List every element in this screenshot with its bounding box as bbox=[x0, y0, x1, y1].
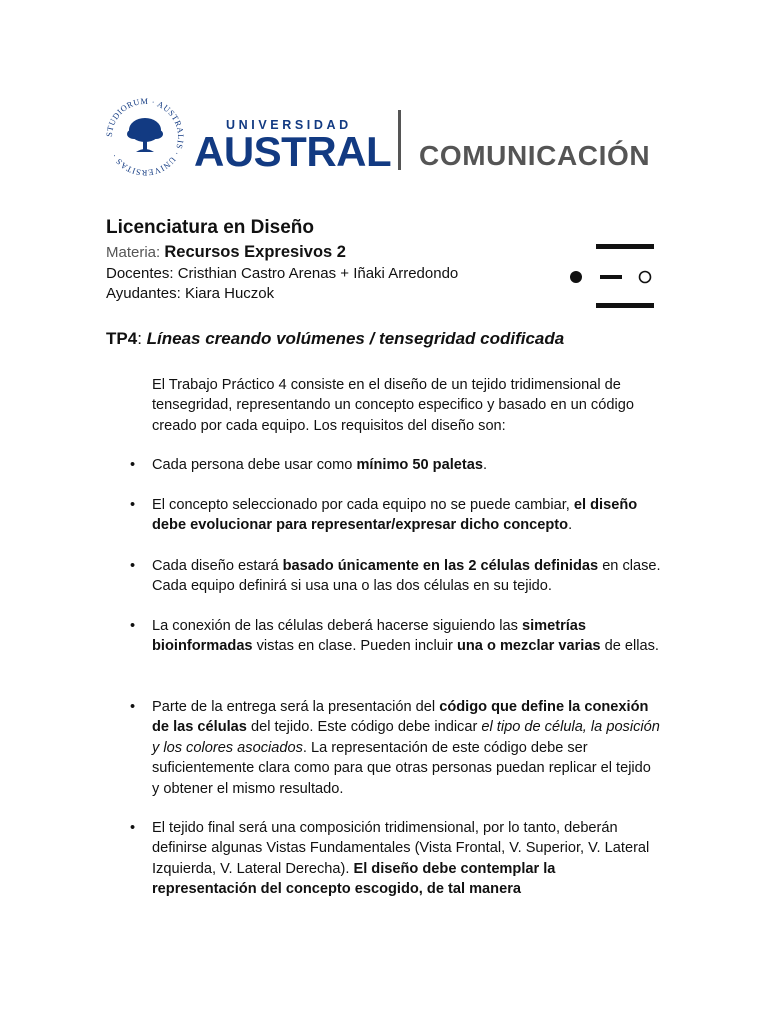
list-item-text: . La representación de este código debe ser suficientemente clara como para que otras personas puedan replicar el tejido y obtener el mismo resultado. bbox=[152, 739, 651, 797]
subject-value: Recursos Expresivos 2 bbox=[164, 243, 346, 261]
list-item-text: Cada diseño estará bbox=[152, 558, 283, 574]
intro-paragraph: El Trabajo Práctico 4 consiste en el diseño de un tejido tridimensional de tensegridad, representando un concepto especifico y basado en un código creado por cada equipo. Los requisitos del diseño son: bbox=[152, 377, 634, 434]
list-item-emphasis: simetrías bioinformadas bbox=[152, 618, 587, 655]
list-item-emphasis: basado únicamente en las 2 células definidas bbox=[282, 558, 599, 574]
university-small-label: UNIVERSIDAD bbox=[226, 118, 352, 132]
list-item-text: Cada persona debe usar como bbox=[152, 457, 357, 473]
list-item bbox=[130, 818, 662, 900]
assignment-heading bbox=[106, 328, 564, 350]
list-item-text: El concepto seleccionado por cada equipo no se puede cambiar, bbox=[152, 497, 574, 513]
assignment-title: Líneas creando volúmenes / tensegridad codificada bbox=[146, 329, 565, 348]
list-item-emphasis: código que define la conexión de las células bbox=[152, 699, 649, 736]
university-seal-logo bbox=[100, 92, 190, 182]
seal-lettering: STUDIORUM · AUSTRALIS · UNIVERSITAS · bbox=[104, 96, 186, 178]
assignment-code: TP4 bbox=[106, 329, 138, 348]
university-name: AUSTRAL bbox=[194, 128, 392, 175]
line-dot-symbol-icon bbox=[564, 240, 664, 315]
subject-line bbox=[106, 242, 346, 263]
list-item-emphasis: el diseño debe evolucionar para representar/expresar dicho concepto bbox=[152, 497, 638, 534]
faculty-name: COMUNICACIÓN bbox=[419, 140, 651, 171]
list-item bbox=[130, 495, 662, 536]
list-item-text: del tejido. Este código debe indicar bbox=[246, 719, 482, 736]
bullet: • bbox=[130, 699, 136, 715]
list-item bbox=[130, 556, 662, 597]
degree-title: Licenciatura en Diseño bbox=[106, 217, 315, 238]
list-item-text: La conexión de las células deberá hacerse siguiendo las bbox=[152, 618, 522, 634]
list-item-text: El tejido final será una composición tridimensional, por lo tanto, deberán definirse algunas Vistas Fundamentales (Vista Frontal, V. Superior, V. Lateral Izquierda, V. Lateral Derecha). bbox=[152, 820, 650, 877]
list-item-text: de ellas. bbox=[600, 638, 659, 655]
list-item-text: en clase. Cada equipo definirá si usa una o las dos células en su tejido. bbox=[152, 558, 661, 595]
list-item-text: vistas en clase. Pueden incluir bbox=[252, 638, 457, 655]
bullet: • bbox=[130, 558, 136, 574]
subject-label: Materia: bbox=[106, 244, 161, 261]
list-item-text: . bbox=[568, 517, 573, 534]
list-item bbox=[130, 697, 662, 799]
list-item-text: Parte de la entrega será la presentación del bbox=[152, 699, 440, 715]
bullet: • bbox=[130, 457, 136, 473]
teachers-line: Docentes: Cristhian Castro Arenas + Iñaki Arredondo bbox=[106, 265, 459, 282]
list-item-italic: el tipo de célula, la posición y los colores asociados bbox=[152, 719, 660, 756]
assignment-separator: : bbox=[137, 329, 147, 348]
list-item-emphasis: El diseño debe contemplar la representación del concepto escogido, de tal manera bbox=[152, 860, 556, 898]
bullet: • bbox=[130, 497, 136, 513]
list-item-emphasis: una o mezclar varias bbox=[456, 638, 601, 655]
list-item bbox=[130, 455, 662, 475]
assistants-line: Ayudantes: Kiara Huczok bbox=[106, 285, 275, 302]
bullet: • bbox=[130, 618, 136, 634]
bullet: • bbox=[130, 820, 136, 836]
list-item bbox=[130, 616, 662, 657]
tree-icon bbox=[127, 118, 163, 152]
list-item-text: . bbox=[482, 457, 488, 473]
list-item-emphasis: mínimo 50 paletas bbox=[356, 457, 483, 473]
brand-divider bbox=[398, 110, 401, 170]
